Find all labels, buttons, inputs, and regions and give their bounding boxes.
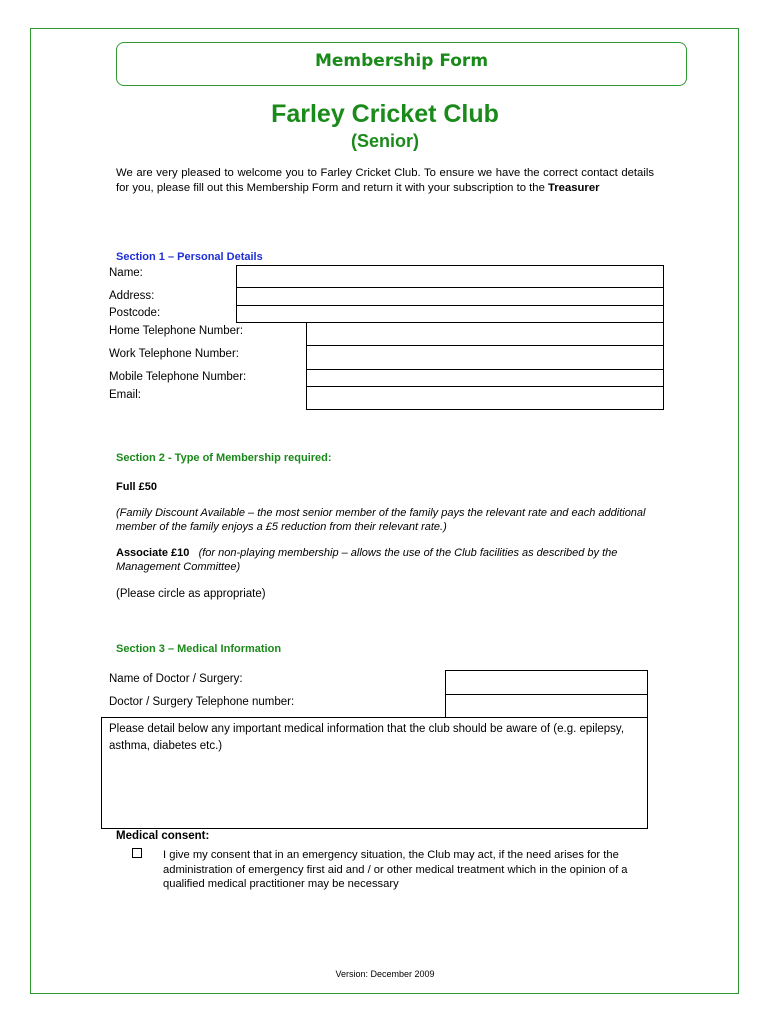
medical-consent-title: Medical consent:	[116, 830, 210, 842]
associate-membership[interactable]: Associate £10	[116, 547, 190, 559]
mobile-tel-field[interactable]	[306, 369, 664, 387]
email-field[interactable]	[306, 386, 664, 410]
section1-title: Section 1 – Personal Details	[116, 251, 263, 263]
club-name: Farley Cricket Club	[271, 100, 499, 128]
medical-info-textarea[interactable]	[101, 717, 648, 829]
address-label: Address:	[109, 290, 155, 302]
home-tel-label: Home Telephone Number:	[109, 325, 244, 337]
form-header: Membership Form	[314, 51, 489, 71]
work-tel-label: Work Telephone Number:	[109, 348, 239, 360]
doctor-tel-field[interactable]	[445, 694, 648, 718]
form-header-box	[116, 42, 687, 86]
associate-paragraph	[116, 546, 656, 574]
address-field[interactable]	[236, 287, 664, 306]
doctor-field[interactable]	[445, 670, 648, 695]
associate-note: (for non-playing membership – allows the use of the Club facilities as described by the Management Committee)	[116, 547, 618, 573]
version-footer: Version: December 2009	[335, 969, 435, 979]
consent-checkbox[interactable]	[132, 848, 142, 858]
family-discount-note: (Family Discount Available – the most senior member of the family pays the relevant rate and each additional member of the family enjoys a £5 reduction from their relevant rate.)	[116, 507, 646, 533]
name-field[interactable]	[236, 265, 664, 288]
work-tel-field[interactable]	[306, 345, 664, 370]
doctor-label: Name of Doctor / Surgery:	[109, 673, 243, 685]
email-label: Email:	[109, 389, 141, 401]
form-subtitle: (Senior)	[350, 131, 419, 151]
intro-treasurer: Treasurer	[548, 181, 600, 194]
mobile-tel-label: Mobile Telephone Number:	[109, 371, 247, 383]
doctor-tel-label: Doctor / Surgery Telephone number:	[109, 696, 295, 708]
section2-title: Section 2 - Type of Membership required:	[116, 452, 332, 464]
full-membership[interactable]: Full £50	[116, 481, 157, 493]
medical-info-prompt: Please detail below any important medical information that the club should be aware of (e.g. epilepsy, asthma, diabetes etc.)	[109, 723, 625, 752]
circle-note: (Please circle as appropriate)	[116, 588, 266, 600]
intro-paragraph	[116, 166, 654, 195]
home-tel-field[interactable]	[306, 322, 664, 346]
consent-text: I give my consent that in an emergency situation, the Club may act, if the need arises for the administration of emergency first aid and / or other medical treatment which in the opinion of a qualified medical practitioner may be necessary	[163, 849, 628, 890]
section3-title: Section 3 – Medical Information	[116, 643, 282, 655]
postcode-field[interactable]	[236, 305, 664, 323]
postcode-label: Postcode:	[109, 307, 161, 319]
intro-text: We are very pleased to welcome you to Farley Cricket Club. To ensure we have the correct contact details for you, please fill out this Membership Form and return it with your subscription to the	[116, 167, 654, 194]
name-label: Name:	[109, 267, 143, 279]
